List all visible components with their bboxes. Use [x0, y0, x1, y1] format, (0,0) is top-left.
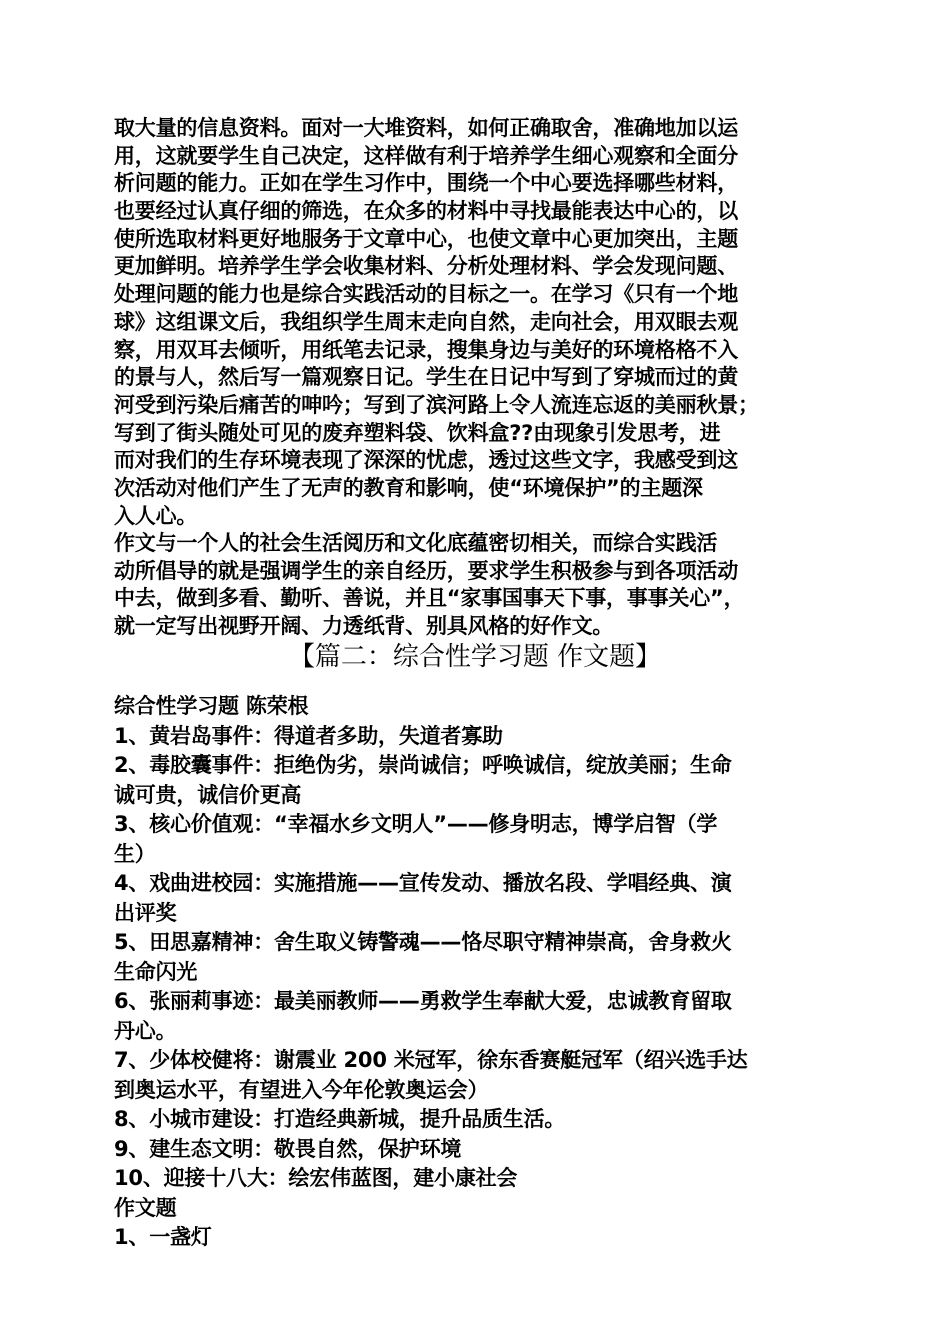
list-item: 6、张丽莉事迹：最美丽教师——勇救学生奉献大爱，忠诚教育留取 [114, 989, 732, 1013]
text-line: 就一定写出视野开阔、力透纸背、别具风格的好作文。 [114, 614, 614, 639]
list-item: 丹心。 [114, 1018, 177, 1043]
text-line: 更加鲜明。培养学生学会收集材料、分析处理材料、学会发现问题、 [114, 254, 738, 279]
text-line: 析问题的能力。正如在学生习作中，围绕一个中心要选择哪些材料， [114, 171, 738, 196]
text-line: 球》这组课文后，我组织学生周末走向自然，走向社会，用双眼去观 [114, 309, 738, 334]
text-line: 也要经过认真仔细的筛选，在众多的材料中寻找最能表达中心的，以 [114, 199, 738, 224]
list-item: 3、核心价值观：“幸福水乡文明人”——修身明志，博学启智（学 [114, 812, 718, 836]
list-item: 诚可贵，诚信价更高 [114, 782, 302, 807]
list-item: 1、黄岩岛事件：得道者多助，失道者寡助 [114, 723, 503, 748]
list-item: 10、迎接十八大：绘宏伟蓝图，建小康社会 [114, 1166, 518, 1190]
text-line: 察，用双耳去倾听，用纸笔去记录，搜集身边与美好的环境格格不入 [114, 337, 738, 362]
list-title: 综合性学习题 陈荣根 [114, 694, 309, 718]
text-line: 写到了街头随处可见的废弃塑料袋、饮料盒??由现象引发思考，进 [114, 420, 721, 445]
study-topics-list [114, 692, 836, 1253]
text-line: 处理问题的能力也是综合实践活动的目标之一。在学习《只有一个地 [114, 282, 738, 307]
list-item: 8、小城市建设：打造经典新城，提升品质生活。 [114, 1107, 566, 1131]
essay-item: 1、一盏灯 [114, 1225, 212, 1249]
list-item: 生） [114, 841, 156, 866]
text-line: 中去，做到多看、勤听、善说，并且“家事国事天下事，事事关心”， [114, 586, 745, 611]
text-line: 的景与人，然后写一篇观察日记。学生在日记中写到了穿城而过的黄 [114, 365, 738, 390]
text-line: 用，这就要学生自己决定，这样做有利于培养学生细心观察和全面分 [114, 143, 738, 168]
paragraph-2 [114, 530, 836, 641]
list-item: 到奥运水平，有望进入今年伦敦奥运会） [114, 1077, 489, 1102]
list-item: 2、毒胶囊事件：拒绝伪劣，崇尚诚信；呼唤诚信，绽放美丽；生命 [114, 753, 732, 777]
text-line: 入人心。 [114, 503, 198, 528]
list-item: 出评奖 [114, 900, 177, 925]
section-heading: 【篇二：综合性学习题 作文题】 [288, 642, 662, 672]
text-line: 作文与一个人的社会生活阅历和文化底蕴密切相关，而综合实践活 [114, 531, 718, 555]
text-line: 动所倡导的就是强调学生的亲自经历，要求学生积极参与到各项活动 [114, 558, 738, 583]
text-line: 次活动对他们产生了无声的教育和影响，使“环境保护”的主题深 [114, 475, 703, 500]
text-line: 使所选取材料更好地服务于文章中心，也使文章中心更加突出，主题 [114, 226, 738, 251]
text-line: 河受到污染后痛苦的呻吟；写到了滨河路上令人流连忘返的美丽秋景； [114, 392, 759, 417]
text-line: 而对我们的生存环境表现了深深的忧虑，透过这些文字，我感受到这 [114, 448, 738, 473]
list-item: 9、建生态文明：敬畏自然，保护环境 [114, 1136, 462, 1161]
list-item: 7、少体校健将：谢震业 200 米冠军，徐东香赛艇冠军（绍兴选手达 [114, 1048, 748, 1072]
list-item: 生命闪光 [114, 959, 198, 984]
list-item: 5、田思嘉精神：舍生取义铸警魂——恪尽职守精神崇高，舍身救火 [114, 930, 732, 954]
essay-section-title: 作文题 [114, 1195, 177, 1220]
paragraph-1 [114, 115, 836, 530]
list-item: 4、戏曲进校园：实施措施——宣传发动、播放名段、学唱经典、演 [114, 871, 732, 895]
text-line: 取大量的信息资料。面对一大堆资料，如何正确取舍，准确地加以运 [114, 116, 738, 140]
